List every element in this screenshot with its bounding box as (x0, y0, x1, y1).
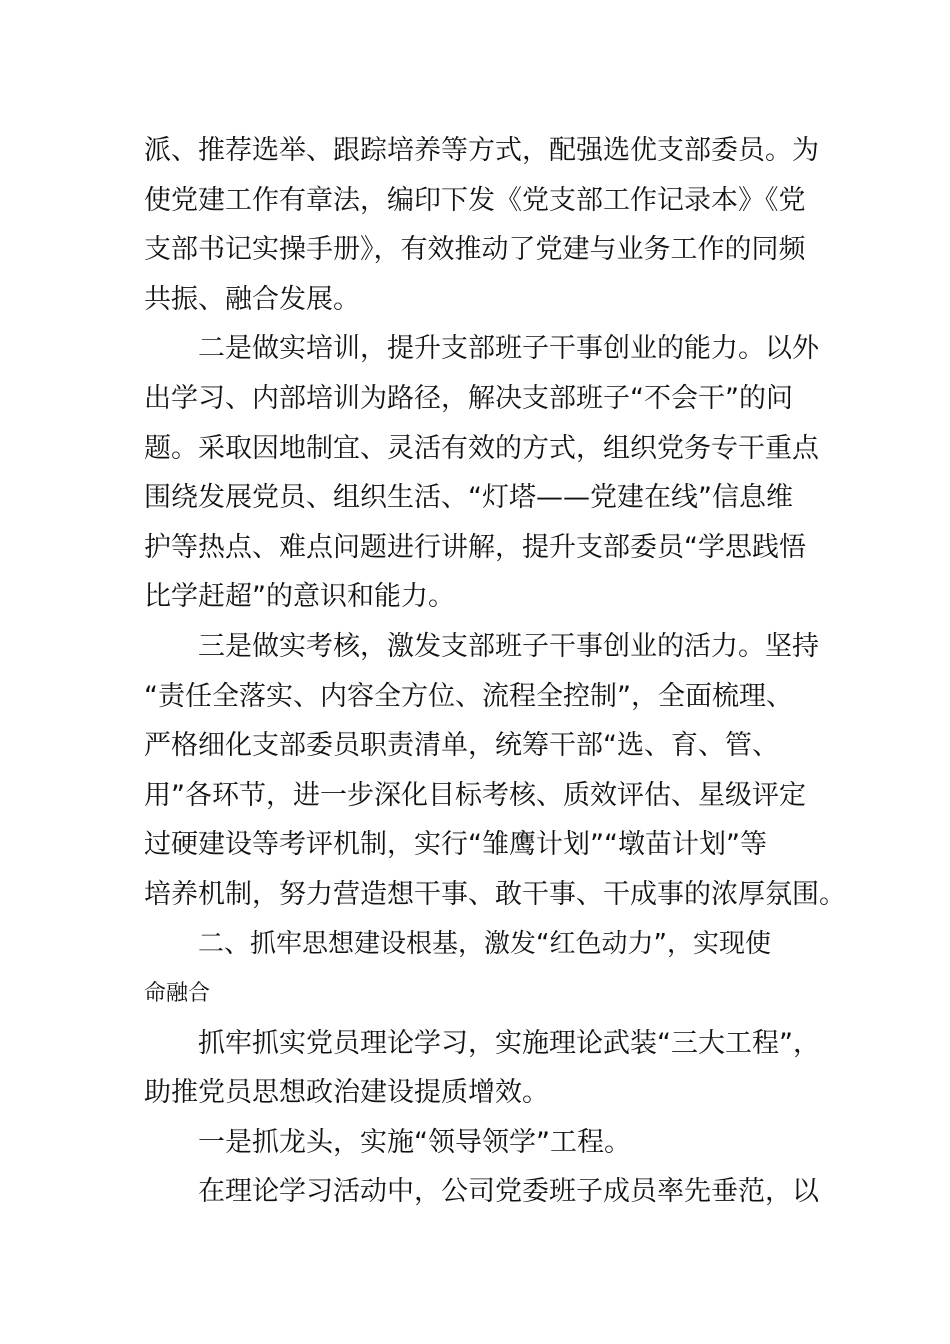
body-line-12: “责任全落实、内容全方位、流程全控制”，全面梳理、 (144, 680, 793, 712)
body-line-1: 派、推荐选举、跟踪培养等方式，配强选优支部委员。为 (144, 135, 819, 166)
section-heading-line-1: 二、抓牢思想建设根基，激发“红色动力”，实现使 (198, 928, 771, 959)
body-line-20: 在理论学习活动中，公司党委班子成员率先垂范，以 (198, 1176, 819, 1208)
body-line-11: 三是做实考核，激发支部班子干事创业的活力。坚持 (198, 630, 819, 662)
body-line-7: 题。采取因地制宜、灵活有效的方式，组织党务专干重点 (144, 432, 819, 464)
body-line-4: 共振、融合发展。 (144, 283, 360, 315)
body-line-8: 围绕发展党员、组织生活、“灯塔——党建在线”信息维 (144, 482, 793, 514)
body-line-13: 严格细化支部委员职责清单，统筹干部“选、育、管、 (144, 730, 779, 762)
body-line-5: 二是做实培训，提升支部班子干事创业的能力。以外 (198, 333, 819, 365)
body-line-2: 使党建工作有章法，编印下发《党支部工作记录本》《党 (144, 184, 806, 216)
body-line-19: 一是抓龙头，实施“领导领学”工程。 (198, 1126, 631, 1158)
document-body (144, 126, 846, 1217)
body-line-15: 过硬建设等考评机制，实行“雏鹰计划”“墩苗计划”等 (144, 829, 767, 861)
body-line-16: 培养机制，努力营造想干事、敢干事、干成事的浓厚氛围。 (144, 878, 846, 910)
body-line-17: 抓牢抓实党员理论学习，实施理论武装“三大工程”， (198, 1027, 820, 1059)
body-line-10: 比学赶超”的意识和能力。 (144, 581, 455, 613)
body-line-9: 护等热点、难点问题进行讲解，提升支部委员“学思践悟 (144, 531, 806, 563)
body-line-14: 用”各环节，进一步深化目标考核、质效评估、星级评定 (144, 779, 806, 811)
section-heading-line-2: 命融合 (144, 981, 211, 1007)
body-line-18: 助推党员思想政治建设提质增效。 (144, 1077, 549, 1109)
body-line-3: 支部书记实操手册》，有效推动了党建与业务工作的同频 (144, 234, 806, 266)
body-line-6: 出学习、内部培训为路径，解决支部班子“不会干”的问 (144, 382, 793, 414)
